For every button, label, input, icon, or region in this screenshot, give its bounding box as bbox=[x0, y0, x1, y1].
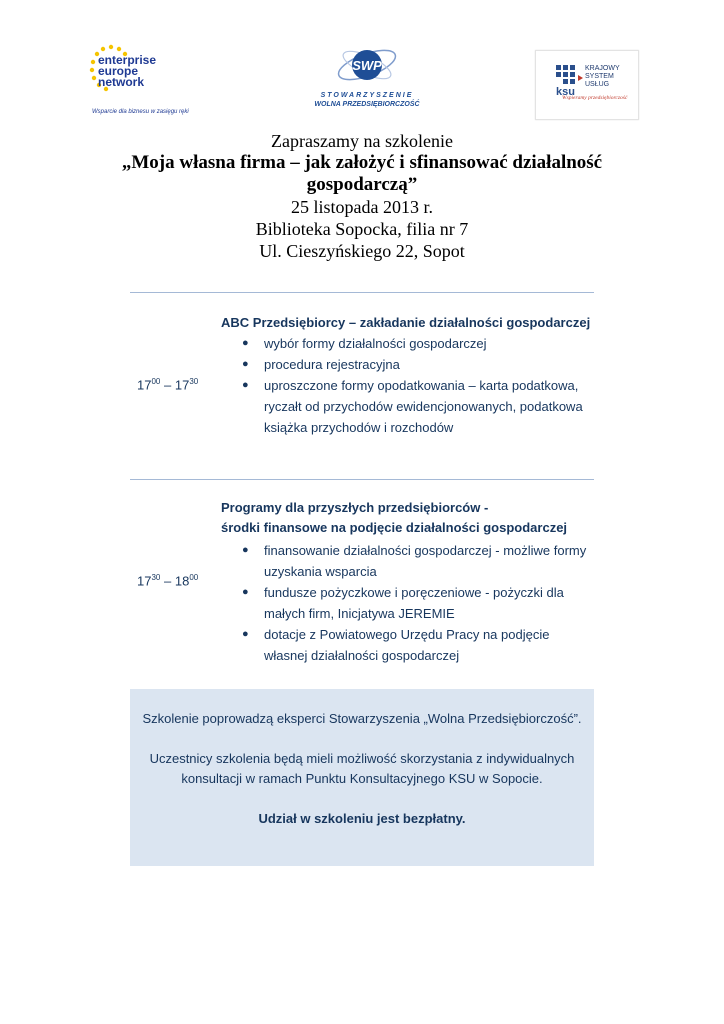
list-item: ● finansowanie działalności gospodarczej - możliwe formy uzyskania wsparcia bbox=[240, 540, 590, 582]
info-experts: Szkolenie poprowadzą eksperci Stowarzyszenia „Wolna Przedsiębiorczość”. bbox=[142, 711, 582, 726]
session-1 bbox=[130, 293, 594, 479]
een-line-1: enterprise bbox=[98, 53, 157, 67]
training-title-line-1: „Moja własna firma – jak założyć i sfinansować działalność bbox=[121, 152, 603, 173]
een-line-3: network bbox=[98, 75, 145, 89]
bullet-icon: ● bbox=[242, 358, 249, 370]
swp-name-line-2: WOLNA PRZEDSIĘBIORCZOŚĆ bbox=[314, 101, 420, 108]
info-consultations-line-2: konsultacji w ramach Punktu Konsultacyjnego KSU w Sopocie. bbox=[181, 771, 543, 786]
bullet-icon: ● bbox=[242, 628, 249, 640]
invitation-header bbox=[0, 130, 724, 262]
ksu-line-2: SYSTEM bbox=[585, 73, 614, 80]
list-item: ● dotacje z Powiatowego Urzędu Pracy na podjęcie własnej działalności gospodarczej bbox=[240, 624, 590, 666]
ksu-line-1: KRAJOWY bbox=[585, 65, 620, 72]
header-line-1: Zapraszamy na szkolenie bbox=[271, 131, 453, 151]
ksu-tagline: Wspieramy przedsiębiorczość bbox=[562, 95, 628, 101]
session-1-title: ABC Przedsiębiorcy – zakładanie działalności gospodarczej bbox=[221, 315, 591, 330]
enterprise-europe-network-logo bbox=[86, 43, 189, 123]
training-date: 25 listopada 2013 r. bbox=[291, 197, 433, 217]
list-item: ● fundusze pożyczkowe i poręczeniowe - pożyczki dla małych firm, Inicjatywa JEREMIE bbox=[240, 582, 590, 624]
swp-name-line-1: STOWARZYSZENIE bbox=[320, 92, 414, 99]
list-item: ● wybór formy działalności gospodarczej bbox=[240, 333, 590, 354]
list-item: ● uproszczone formy opodatkowania – karta podatkowa, ryczałt od przychodów ewidencjonowanych, podatkowa książka przychodów i rozchodów bbox=[240, 375, 590, 438]
list-item: ● procedura rejestracyjna bbox=[240, 354, 590, 375]
session-1-time: $17^{00} - 17^{30}$ bbox=[137, 377, 199, 393]
session-2-list bbox=[240, 540, 590, 666]
bullet-icon: ● bbox=[242, 379, 249, 391]
training-title-line-2: gospodarczą” bbox=[306, 174, 418, 195]
training-address: Ul. Cieszyńskiego 22, Sopot bbox=[259, 241, 465, 261]
session-1-list bbox=[240, 333, 590, 438]
ksu-logo bbox=[535, 50, 639, 120]
ksu-line-3: USŁUG bbox=[585, 81, 610, 88]
bullet-icon: ● bbox=[242, 337, 249, 349]
swp-logo bbox=[308, 38, 426, 116]
training-place: Biblioteka Sopocka, filia nr 7 bbox=[255, 219, 469, 239]
swp-mark: SWP bbox=[352, 58, 382, 73]
logo-bar bbox=[0, 38, 724, 128]
bullet-icon: ● bbox=[242, 544, 249, 556]
ksu-mark: ksu bbox=[556, 86, 575, 98]
session-2-time: $17^{30} - 18^{00}$ bbox=[137, 573, 199, 589]
een-line-2: europe bbox=[98, 64, 139, 78]
session-2-title: Programy dla przyszłych przedsiębiorców - środki finansowe na podjęcie działalności gospodarczej bbox=[221, 500, 568, 535]
bullet-icon: ● bbox=[242, 586, 249, 598]
session-2 bbox=[130, 480, 594, 688]
een-tagline: Wsparcie dla biznesu w zasięgu ręki bbox=[92, 109, 189, 115]
info-box bbox=[130, 689, 594, 866]
info-consultations-line-1: Uczestnicy szkolenia będą mieli możliwość skorzystania z indywidualnych bbox=[149, 751, 575, 766]
swp-orbit-icon bbox=[308, 38, 426, 92]
info-free-participation: Udział w szkoleniu jest bezpłatny. bbox=[258, 811, 466, 826]
